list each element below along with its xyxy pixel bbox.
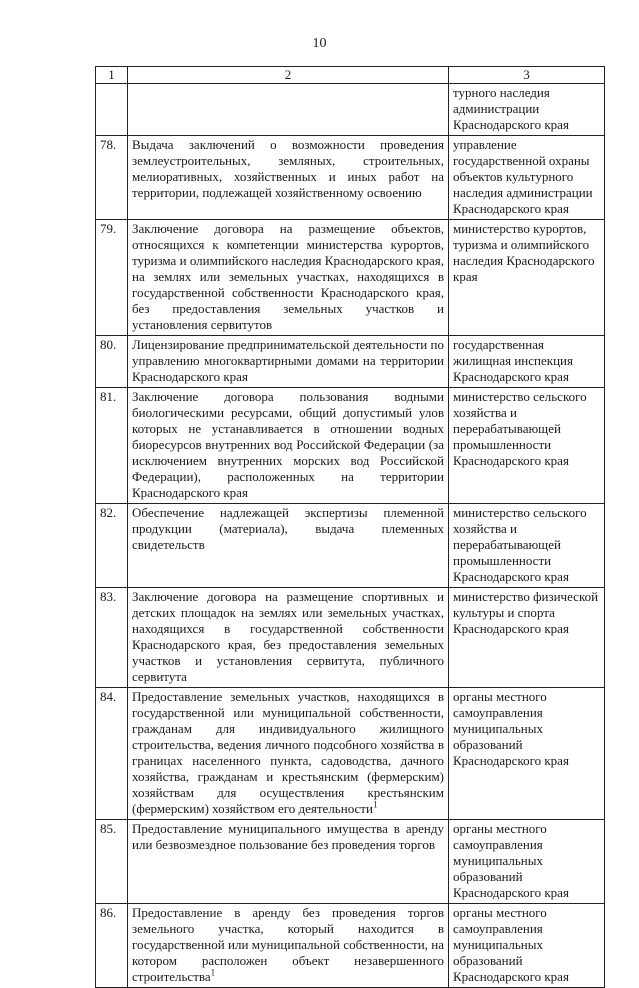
table-row [96,220,605,336]
row-number: 81. [96,388,128,504]
responsible-authority: органы местного самоуправления муниципальных образований Краснодарского края [449,820,605,904]
service-description: Предоставление земельных участков, находящихся в государственной или муниципальной собственности, гражданам для индивидуального жилищного строительства, ведения личного подсобного хозяйства в границах населенного пункта, садоводства, дачного хозяйства, гражданам и крестьянским (фермерским) хозяйствам для осуществления крестьянским (фермерским) хозяйством его деятельности$^1$ [128,688,449,820]
responsible-authority: турного наследия администрации Краснодарского края [449,84,605,136]
service-description [128,84,449,136]
row-number: 84. [96,688,128,820]
table-row [96,688,605,820]
row-number: 80. [96,336,128,388]
row-number: 83. [96,588,128,688]
service-description: Предоставление муниципального имущества в аренду или безвозмездное пользование без проведения торгов [128,820,449,904]
row-number: 86. [96,904,128,988]
row-number: 82. [96,504,128,588]
table-row [96,336,605,388]
footnote-marker: 1 [210,967,216,978]
responsible-authority: управление государственной охраны объектов культурного наследия администрации Краснодарского края [449,136,605,220]
row-number: 85. [96,820,128,904]
table-row [96,84,605,136]
service-description: Лицензирование предпринимательской деятельности по управлению многоквартирными домами на территории Краснодарского края [128,336,449,388]
column-header-authority: 3 [449,67,605,84]
service-description: Выдача заключений о возможности проведения землеустроительных, земляных, строительных, мелиоративных, хозяйственных и иных работ на территории, подлежащей хозяйственному освоению [128,136,449,220]
responsible-authority: государственная жилищная инспекция Краснодарского края [449,336,605,388]
service-description: Заключение договора пользования водными биологическими ресурсами, общий допустимый улов которых не устанавливается в отношении водных биоресурсов внутренних вод Российской Федерации (за исключением внутренних морских вод Российской Федерации), расположенных на территории Краснодарского края [128,388,449,504]
service-description: Заключение договора на размещение спортивных и детских площадок на землях или земельных участках, находящихся в государственной собственности Краснодарского края, без предоставления земельных участков и установления сервитута, публичного сервитута [128,588,449,688]
responsible-authority: министерство курортов, туризма и олимпийского наследия Краснодарского края [449,220,605,336]
responsible-authority: министерство физической культуры и спорта Краснодарского края [449,588,605,688]
table-row [96,136,605,220]
row-number [96,84,128,136]
row-number: 78. [96,136,128,220]
service-description: Предоставление в аренду без проведения торгов земельного участка, который находится в государственной или муниципальной собственности, на котором расположен объект незавершенного строительства$^1$ [128,904,449,988]
service-description: Заключение договора на размещение объектов, относящихся к компетенции министерства курортов, туризма и олимпийского наследия Краснодарского края, на землях или земельных участках, находящихся в государственной собственности Краснодарского края, без предоставления земельных участков и установления сервитутов [128,220,449,336]
responsible-authority: органы местного самоуправления муниципальных образований Краснодарского края [449,688,605,820]
row-number: 79. [96,220,128,336]
responsible-authority: министерство сельского хозяйства и перерабатывающей промышленности Краснодарского края [449,504,605,588]
responsible-authority: министерство сельского хозяйства и перерабатывающей промышленности Краснодарского края [449,388,605,504]
responsible-authority: органы местного самоуправления муниципальных образований Краснодарского края [449,904,605,988]
column-header-number: 1 [96,67,128,84]
footnote-marker: 1 [372,799,378,810]
table-row [96,820,605,904]
services-table [95,66,605,988]
column-header-service: 2 [128,67,449,84]
table-row [96,388,605,504]
table-row [96,588,605,688]
service-description: Обеспечение надлежащей экспертизы племенной продукции (материала), выдача племенных свидетельств [128,504,449,588]
page-number: 10 [312,36,327,51]
table-header-row [96,67,605,84]
table-row [96,504,605,588]
table-row [96,904,605,988]
